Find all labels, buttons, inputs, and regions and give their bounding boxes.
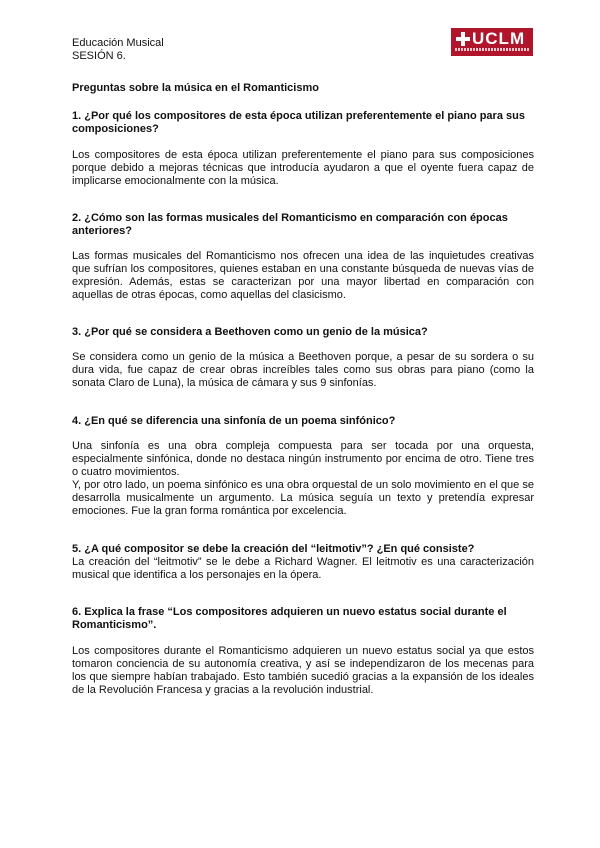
answer-4-paragraph-2: Y, por otro lado, un poema sinfónico es una obra orquestal de un solo movimiento en el que se desarrolla musicalmente un argumento. La música seguía un texto y pretendía expresar emociones. Fue la gran forma romántica por excelencia.	[72, 479, 534, 517]
answer-4-paragraph-1: Una sinfonía es una obra compleja compuesta para ser tocada por una orquesta, especialmente sinfónica, donde no destaca ningún instrumento por encima de otro. Tiene tres o cuatro movimientos.	[72, 440, 534, 478]
logo-text: UCLM	[472, 29, 526, 48]
answer-1: Los compositores de esta época utilizan preferentemente el piano para sus composiciones porque debido a mejoras técnicas que introducía ayudaron a que el oyente fuera capaz de implicarse emocionalmente con la música.	[72, 149, 534, 187]
document-title: Preguntas sobre la música en el Romanticismo	[72, 82, 319, 94]
question-5: 5. ¿A qué compositor se debe la creación del “leitmotiv”? ¿En qué consiste?	[72, 543, 475, 555]
university-emblem-icon	[456, 32, 470, 46]
answer-3: Se considera como un genio de la música a Beethoven porque, a pesar de su sordera o su dura vida, fue capaz de crear obras increíbles tales como sus obras para piano (como la sonata Claro de Luna), la música de cámara y sus 9 sinfonías.	[72, 351, 534, 389]
answer-4	[72, 440, 534, 518]
uclm-logo	[451, 28, 533, 56]
answer-2: Las formas musicales del Romanticismo nos ofrecen una idea de las inquietudes creativas que sufrían los compositores, quienes estaban en una constante búsqueda de nuevas vías de expresión. Además, estas se caracterizan por una mayor libertad en comparación con aquellas de otras épocas, como aquellas del clasicismo.	[72, 250, 534, 301]
question-3: 3. ¿Por qué se considera a Beethoven como un genio de la música?	[72, 326, 428, 338]
question-1: 1. ¿Por qué los compositores de esta época utilizan preferentemente el piano para sus composiciones?	[72, 110, 525, 135]
question-2: 2. ¿Cómo son las formas musicales del Romanticismo en comparación con épocas anteriores?	[72, 212, 508, 237]
question-4: 4. ¿En qué se diferencia una sinfonía de un poema sinfónico?	[72, 415, 396, 427]
logo-subtitle	[455, 48, 529, 51]
answer-6: Los compositores durante el Romanticismo adquieren un nuevo estatus social ya que estos tomaron conciencia de su autonomía creativa, y así se independizaron de los mecenas para los que siempre habían trabajado. Esto también sucedió gracias a la expansión de los ideales de la Revolución Francesa y gracias a la revolución industrial.	[72, 645, 534, 696]
question-6: 6. Explica la frase “Los compositores adquieren un nuevo estatus social durante el Romanticismo”.	[72, 606, 507, 631]
answer-5: La creación del “leitmotiv” se le debe a Richard Wagner. El leitmotiv es una caracterización musical que identifica a los personajes en la ópera.	[72, 556, 534, 581]
course-name: Educación Musical	[72, 37, 164, 49]
session-label: SESIÓN 6.	[72, 50, 126, 62]
